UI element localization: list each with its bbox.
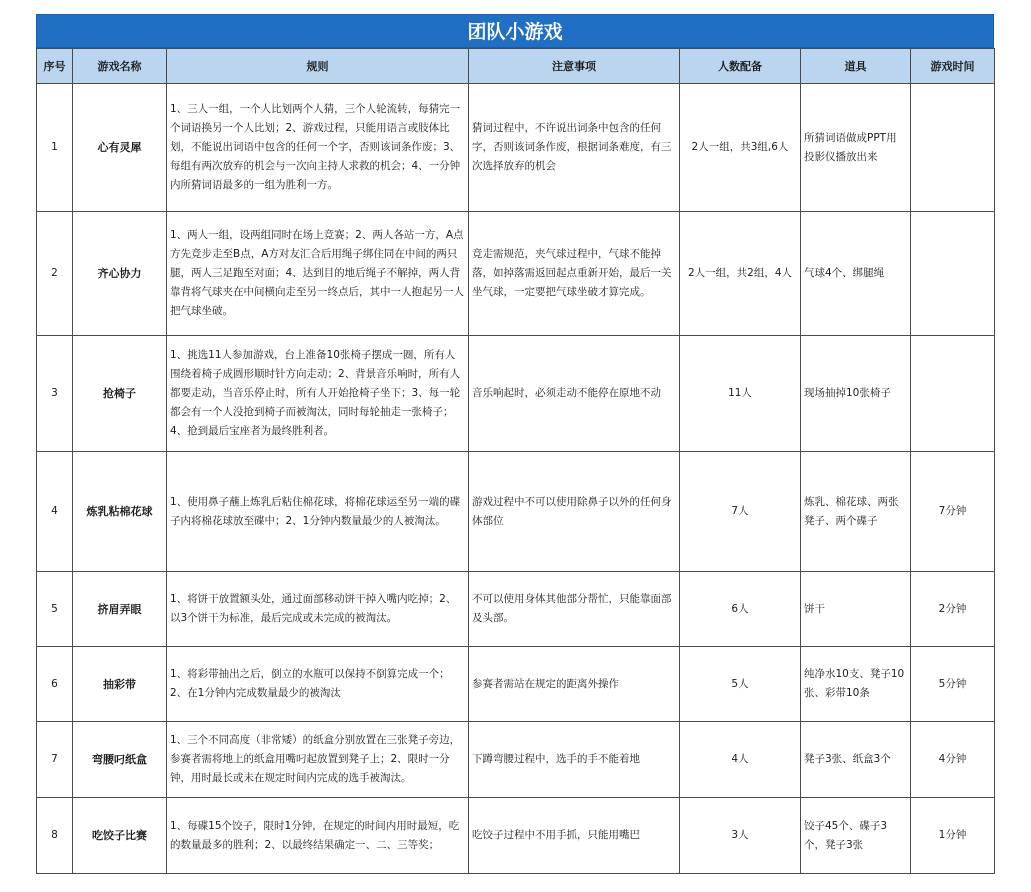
cell-players: 2人一组，共2组，4人 (680, 212, 801, 336)
game-table-sheet (36, 14, 994, 874)
cell-notes: 音乐响起时，必须走动不能停在原地不动 (469, 336, 680, 452)
cell-players: 5人 (680, 647, 801, 722)
table-row (37, 212, 995, 336)
cell-index: 5 (37, 572, 73, 647)
cell-props: 现场抽掉10张椅子 (801, 336, 911, 452)
cell-notes: 游戏过程中不可以使用除鼻子以外的任何身体部位 (469, 452, 680, 572)
cell-name: 吃饺子比赛 (73, 798, 167, 874)
cell-time (911, 336, 995, 452)
cell-props: 气球4个、绑腿绳 (801, 212, 911, 336)
cell-index: 7 (37, 722, 73, 798)
table-row (37, 84, 995, 212)
cell-props: 饼干 (801, 572, 911, 647)
cell-notes: 猜词过程中，不许说出词条中包含的任何字，否则该词条作废，根据词条难度，有三次选择放弃的机会 (469, 84, 680, 212)
cell-rules: 1、每碟15个饺子，限时1分钟，在规定的时间内用时最短，吃的数量最多的胜利；2、以最终结果确定一、二、三等奖； (167, 798, 469, 874)
table-row (37, 452, 995, 572)
cell-index: 4 (37, 452, 73, 572)
cell-name: 齐心协力 (73, 212, 167, 336)
cell-rules: 1、将彩带抽出之后，倒立的水瓶可以保持不倒算完成一个；2、在1分钟内完成数量最少的被淘汰 (167, 647, 469, 722)
header-players: 人数配备 (680, 49, 801, 84)
cell-index: 6 (37, 647, 73, 722)
cell-index: 8 (37, 798, 73, 874)
cell-time: 1分钟 (911, 798, 995, 874)
cell-name: 炼乳粘棉花球 (73, 452, 167, 572)
cell-players: 2人一组，共3组,6人 (680, 84, 801, 212)
cell-notes: 吃饺子过程中不用手抓，只能用嘴巴 (469, 798, 680, 874)
table-row (37, 572, 995, 647)
cell-players: 11人 (680, 336, 801, 452)
table-row (37, 336, 995, 452)
table-row (37, 647, 995, 722)
header-props: 道具 (801, 49, 911, 84)
cell-time: 5分钟 (911, 647, 995, 722)
cell-notes: 参赛者需站在规定的距离外操作 (469, 647, 680, 722)
cell-rules: 1、将饼干放置额头处，通过面部移动饼干掉入嘴内吃掉；2、以3个饼干为标准，最后完成或未完成的被淘汰。 (167, 572, 469, 647)
cell-props: 纯净水10支、凳子10张、彩带10条 (801, 647, 911, 722)
sheet-title: 团队小游戏 (36, 14, 994, 48)
cell-props: 炼乳、棉花球、两张凳子、两个碟子 (801, 452, 911, 572)
cell-name: 抽彩带 (73, 647, 167, 722)
cell-name: 挤眉弄眼 (73, 572, 167, 647)
table-row (37, 722, 995, 798)
cell-rules: 1、使用鼻子蘸上炼乳后粘住棉花球，将棉花球运至另一端的碟子内将棉花球放至碟中；2、1分钟内数量最少的人被淘汰。 (167, 452, 469, 572)
cell-index: 1 (37, 84, 73, 212)
cell-name: 心有灵犀 (73, 84, 167, 212)
games-table (36, 48, 995, 874)
cell-name: 抢椅子 (73, 336, 167, 452)
cell-rules: 1、三个不同高度（非常矮）的纸盒分别放置在三张凳子旁边，参赛者需将地上的纸盒用嘴叼起放置到凳子上；2、限时一分钟，用时最长或未在规定时间内完成的选手被淘汰。 (167, 722, 469, 798)
cell-name: 弯腰叼纸盒 (73, 722, 167, 798)
cell-notes: 竞走需规范，夹气球过程中，气球不能掉落，如掉落需返回起点重新开始，最后一关坐气球，一定要把气球坐破才算完成。 (469, 212, 680, 336)
cell-rules: 1、三人一组，一个人比划两个人猜，三个人轮流转，每猜完一个词语换另一个人比划；2、游戏过程，只能用语言或肢体比划，不能说出词语中包含的任何一个字，否则该词条作废；3、每组有两次放弃的机会与一次向主持人求救的机会；4、一分钟内所猜词语最多的一组为胜利一方。 (167, 84, 469, 212)
cell-players: 7人 (680, 452, 801, 572)
cell-index: 3 (37, 336, 73, 452)
cell-props: 饺子45个、碟子3个，凳子3张 (801, 798, 911, 874)
cell-props: 所猜词语做成PPT用投影仪播放出来 (801, 84, 911, 212)
header-row (37, 49, 995, 84)
cell-time: 2分钟 (911, 572, 995, 647)
cell-rules: 1、挑选11人参加游戏，台上准备10张椅子摆成一圈，所有人围绕着椅子成圆形顺时针方向走动；2、背景音乐响时，所有人都要走动，当音乐停止时，所有人开始抢椅子坐下；3、每一轮都会有一个人没抢到椅子而被淘汰，同时每轮抽走一张椅子；4、抢到最后宝座者为最终胜利者。 (167, 336, 469, 452)
cell-time (911, 212, 995, 336)
cell-time (911, 84, 995, 212)
header-rules: 规则 (167, 49, 469, 84)
table-row (37, 798, 995, 874)
cell-players: 6人 (680, 572, 801, 647)
cell-notes: 不可以使用身体其他部分帮忙，只能靠面部及头部。 (469, 572, 680, 647)
header-notes: 注意事项 (469, 49, 680, 84)
cell-props: 凳子3张、纸盒3个 (801, 722, 911, 798)
cell-time: 4分钟 (911, 722, 995, 798)
cell-notes: 下蹲弯腰过程中，选手的手不能着地 (469, 722, 680, 798)
cell-players: 3人 (680, 798, 801, 874)
header-name: 游戏名称 (73, 49, 167, 84)
header-time: 游戏时间 (911, 49, 995, 84)
header-index: 序号 (37, 49, 73, 84)
cell-players: 4人 (680, 722, 801, 798)
cell-rules: 1、两人一组，设两组同时在场上竞赛；2、两人各站一方，A点方先竞步走至B点，A方对友汇合后用绳子绑住同在中间的两只腿，两人三足跑至对面；4、达到目的地后绳子不解掉，两人背靠背将气球夹在中间横向走至另一终点后，其中一人抱起另一人把气球坐破。 (167, 212, 469, 336)
cell-time: 7分钟 (911, 452, 995, 572)
cell-index: 2 (37, 212, 73, 336)
